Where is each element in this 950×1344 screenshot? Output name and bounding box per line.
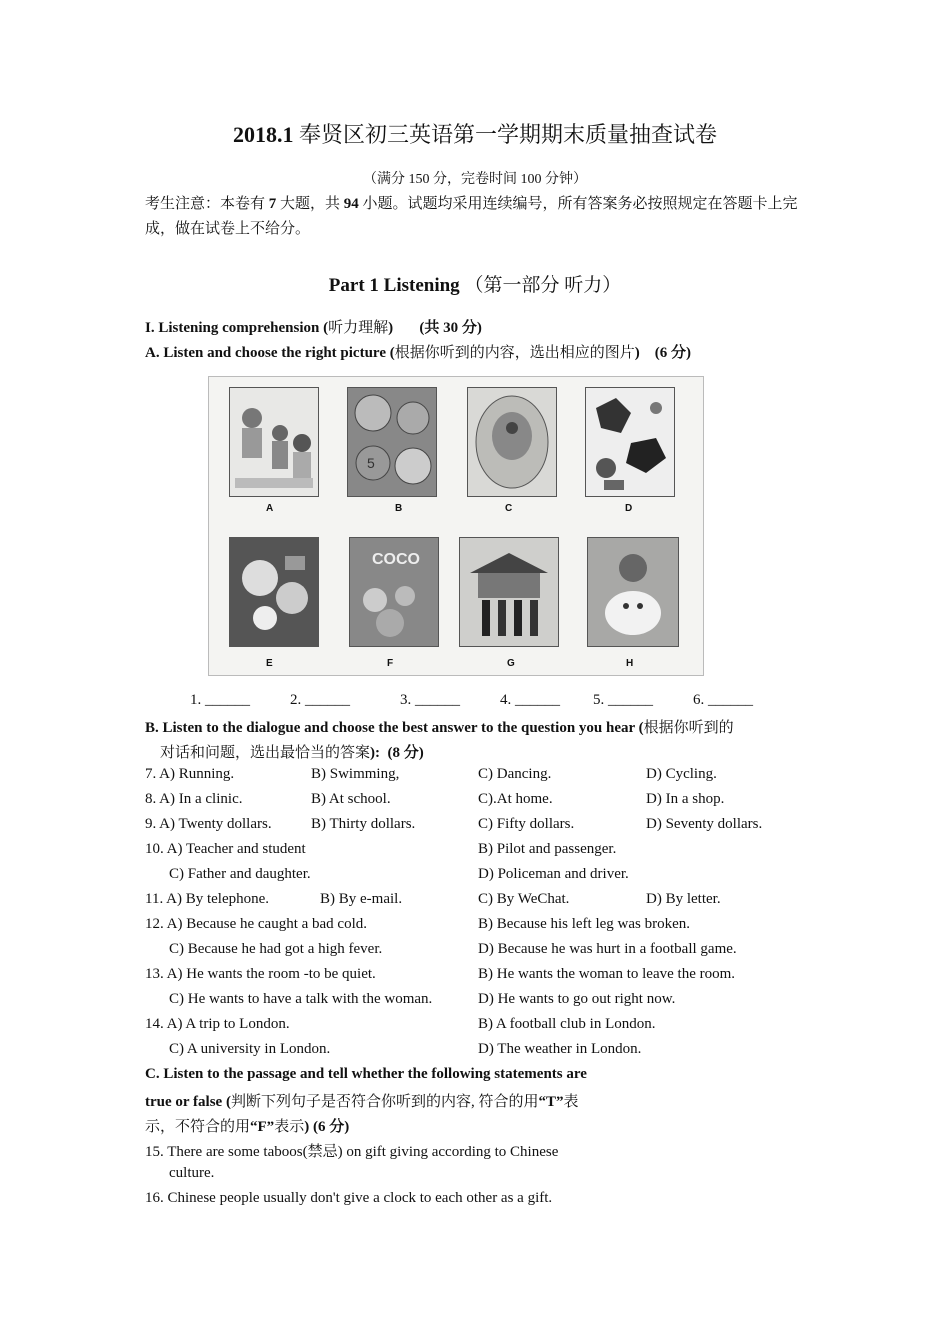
picture-g (459, 537, 559, 647)
question-16: 16. Chinese people usually don't give a clock to each other as a gift. (145, 1190, 553, 1206)
question-9-b: B) Thirty dollars. (311, 816, 416, 832)
exam-title: 2018.1 奉贤区初三英语第一学期期末质量抽查试卷 (232, 122, 717, 147)
picture-label: G (507, 658, 515, 669)
picture-label: D (625, 503, 633, 514)
question-12-b: B) Because his left leg was broken. (478, 916, 691, 932)
picture-label: H (626, 658, 634, 669)
question-8-d: D) In a shop. (646, 791, 725, 807)
picture-a (229, 387, 319, 497)
question-7-a: 7. A) Running. (145, 766, 235, 782)
picture-label: C (505, 503, 513, 514)
question-9-d: D) Seventy dollars. (646, 816, 763, 832)
question-11-a: 11. A) By telephone. (145, 891, 270, 907)
section-heading-b-cont: 对话和问题，选出最恰当的答案): (8 分) (160, 745, 424, 761)
question-7-c: C) Dancing. (478, 766, 552, 782)
section-heading-c-line2: true or false (判断下列句子是否符合你听到的内容, 符合的用“T”表 (145, 1094, 579, 1110)
question-7-b: B) Swimming, (311, 766, 400, 782)
answer-blank: 6. ______ (693, 692, 753, 708)
section-heading-1: I. Listening comprehension (听力理解) (共 30 分) (145, 320, 482, 336)
question-15: 15. There are some taboos(禁忌) on gift giving according to Chinese (145, 1144, 559, 1160)
picture-h (587, 537, 679, 647)
picture-c (467, 387, 557, 497)
question-13-b: B) He wants the woman to leave the room. (478, 966, 736, 982)
question-14-d: D) The weather in London. (478, 1041, 642, 1057)
question-15-cont: culture. (169, 1165, 215, 1181)
answer-blank: 4. ______ (500, 692, 560, 708)
exam-notice: 考生注意：本卷有 7 大题，共 94 小题。试题均采用连续编号，所有答案务必按照规定在答题卡上完成，做在试卷上不给分。 (145, 196, 798, 237)
question-10-a: 10. A) Teacher and student (145, 841, 306, 857)
picture-b (347, 387, 437, 497)
question-8-a: 8. A) In a clinic. (145, 791, 243, 807)
question-12-a: 12. A) Because he caught a bad cold. (145, 916, 368, 932)
question-11-d: D) By letter. (646, 891, 721, 907)
section-heading-b: B. Listen to the dialogue and choose the best answer to the question you hear (根据你听到的 (145, 720, 734, 736)
answer-blank: 2. ______ (290, 692, 350, 708)
question-8-b: B) At school. (311, 791, 391, 807)
question-13-a: 13. A) He wants the room -to be quiet. (145, 966, 376, 982)
svg-text:COCO: COCO (372, 551, 420, 568)
question-9-c: C) Fifty dollars. (478, 816, 575, 832)
picture-panel (208, 376, 704, 676)
question-8-c: C).At home. (478, 791, 553, 807)
question-9-a: 9. A) Twenty dollars. (145, 816, 272, 832)
answer-blank: 1. ______ (190, 692, 250, 708)
question-10-c: C) Father and daughter. (169, 866, 311, 882)
picture-label: A (266, 503, 274, 514)
answer-blank: 5. ______ (593, 692, 653, 708)
question-10-d: D) Policeman and driver. (478, 866, 629, 882)
answer-blank: 3. ______ (400, 692, 460, 708)
question-11-b: B) By e-mail. (320, 891, 403, 907)
section-heading-c-line3: 示，不符合的用“F”表示) (6 分) (145, 1119, 350, 1135)
question-13-c: C) He wants to have a talk with the woman. (169, 991, 433, 1007)
picture-label: F (387, 658, 394, 669)
section-heading-a: A. Listen and choose the right picture (根据你听到的内容，选出相应的图片) (6 分) (145, 345, 691, 361)
picture-e (229, 537, 319, 647)
question-10-b: B) Pilot and passenger. (478, 841, 617, 857)
exam-subtitle: （满分 150 分，完卷时间 100 分钟） (363, 172, 587, 187)
question-14-b: B) A football club in London. (478, 1016, 656, 1032)
question-12-c: C) Because he had got a high fever. (169, 941, 383, 957)
question-14-c: C) A university in London. (169, 1041, 331, 1057)
part-heading: Part 1 Listening （第一部分 听力） (328, 275, 622, 296)
picture-label: B (395, 503, 403, 514)
question-12-d: D) Because he was hurt in a football game. (478, 941, 737, 957)
section-heading-c: C. Listen to the passage and tell whether the following statements are (145, 1066, 587, 1082)
svg-text:5: 5 (367, 455, 375, 471)
question-11-c: C) By WeChat. (478, 891, 570, 907)
question-13-d: D) He wants to go out right now. (478, 991, 676, 1007)
picture-f (349, 537, 439, 647)
question-14-a: 14. A) A trip to London. (145, 1016, 290, 1032)
picture-label: E (266, 658, 273, 669)
question-7-d: D) Cycling. (646, 766, 717, 782)
picture-d (585, 387, 675, 497)
